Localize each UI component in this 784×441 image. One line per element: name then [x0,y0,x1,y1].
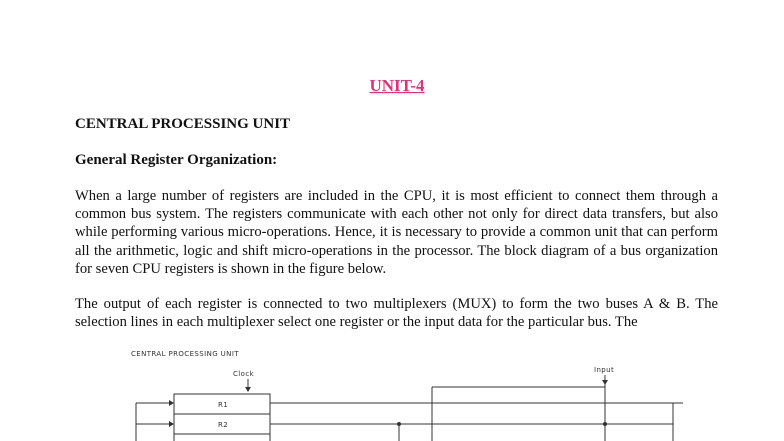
section-heading: CENTRAL PROCESSING UNIT [75,116,291,132]
bus-a-junction-icon [397,422,401,426]
paragraph-bus-system: When a large number of registers are included in the CPU, it is most efficient to connect them through a common bus system. The registers communicate with each other not only for direct data transfers, but also while performing various micro-operations. Hence, it is necessary to provide a common unit that can perform all the arithmetic, logic and shift micro-operations in the processor. The block diagram of a bus organization for seven CPU registers is shown in the figure below. [75,188,718,277]
clock-label: Clock [233,370,255,378]
register-r3-box [174,434,270,441]
clock-arrow-icon [245,387,251,392]
register-r1-label: R1 [218,401,229,409]
input-label: Input [594,366,615,374]
paragraph-multiplexers: The output of each register is connected to two multiplexers (MUX) to form the two buses A & B. The selection lines in each multiplexer select one register or the input data for the particular bus. The [75,296,718,331]
input-arrow-icon [602,380,608,385]
cpu-block-diagram [113,341,690,441]
r2-input-arrow-icon [169,421,174,427]
input-junction-icon [603,422,607,426]
unit-title: UNIT-4 [369,76,425,95]
diagram-title: CENTRAL PROCESSING UNIT [131,350,239,358]
cpu-diagram-svg [113,341,690,441]
register-r2-label: R2 [218,421,229,429]
r1-input-arrow-icon [169,400,174,406]
subsection-heading: General Register Organization: [75,152,278,168]
